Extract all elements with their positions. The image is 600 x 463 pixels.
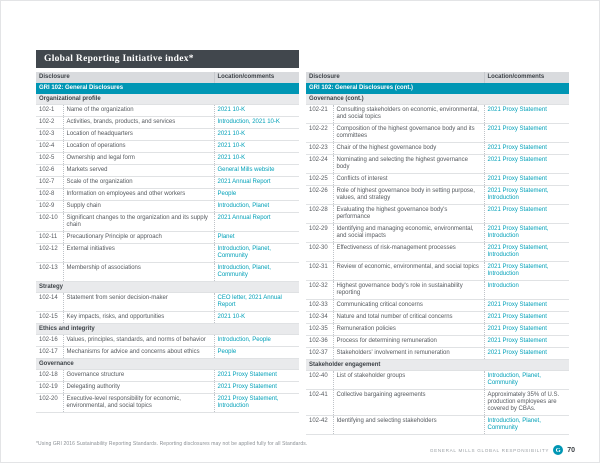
disclosure-title: Ownership and legal form [63,153,214,165]
column-header-location: Location/comments [484,72,569,83]
location-link[interactable]: 2021 10-K [217,131,246,137]
disclosure-row [306,124,569,143]
disclosure-id: 102-8 [36,189,63,201]
disclosure-id: 102-18 [36,370,63,382]
location-link[interactable]: 2021 Proxy Statement [487,207,547,213]
disclosure-id: 102-29 [306,224,333,243]
disclosure-id: 102-40 [306,371,333,390]
location-cell [214,244,299,263]
gri-tables-container [36,72,568,435]
disclosure-id: 102-22 [306,124,333,143]
disclosure-row [306,262,569,281]
disclosure-id: 102-24 [306,155,333,174]
disclosure-title: Evaluating the highest governance body's performance [333,205,484,224]
disclosure-title: List of stakeholder groups [333,371,484,390]
disclosure-row [306,205,569,224]
disclosure-id: 102-30 [306,243,333,262]
column-header-disclosure: Disclosure [36,72,214,83]
disclosure-row [36,263,299,282]
location-link[interactable]: 2021 10-K [217,143,246,149]
location-cell [214,263,299,282]
location-cell [484,348,569,360]
disclosure-title: Significant changes to the organization and its supply chain [63,213,214,232]
location-cell [214,129,299,141]
location-cell [214,335,299,347]
disclosure-id: 102-9 [36,201,63,213]
location-link[interactable]: General Mills website [217,167,275,173]
location-cell [214,394,299,413]
disclosure-title: Location of headquarters [63,129,214,141]
disclosure-id: 102-42 [306,416,333,435]
general-mills-logo-icon: G [553,445,563,455]
disclosure-row [36,232,299,244]
disclosure-row [36,165,299,177]
disclosure-id: 102-11 [36,232,63,244]
disclosure-row [36,201,299,213]
location-link[interactable]: 2021 Proxy Statement [487,126,547,132]
location-link[interactable]: 2021 Proxy Statement, Introduction [217,396,279,409]
disclosure-title: Nature and total number of critical concerns [333,312,484,324]
location-link[interactable]: Introduction, Planet [217,203,270,209]
location-link[interactable]: 2021 Proxy Statement, Introduction [487,245,549,258]
disclosure-title: Review of economic, environmental, and social topics [333,262,484,281]
disclosure-row [36,394,299,413]
disclosure-row [306,174,569,186]
disclosure-row [36,382,299,394]
group-header-row [36,94,299,105]
location-cell [214,105,299,117]
disclosure-id: 102-33 [306,300,333,312]
column-header-disclosure: Disclosure [306,72,484,83]
disclosure-row [306,390,569,416]
location-cell [214,347,299,359]
disclosure-id: 102-13 [36,263,63,282]
location-link[interactable]: Introduction, Planet, Community [487,418,541,431]
location-cell [214,370,299,382]
location-cell [214,141,299,153]
disclosure-row [306,300,569,312]
group-title: Organizational profile [36,94,299,105]
location-link[interactable]: Introduction, People [217,337,271,343]
location-cell [484,124,569,143]
gri-table-left [36,72,299,413]
disclosure-title: Scale of the organization [63,177,214,189]
page-footer [430,445,575,455]
disclosure-id: 102-16 [36,335,63,347]
disclosure-id: 102-34 [306,312,333,324]
gri-disclosure-table [306,72,569,435]
page-number: 70 [567,446,575,454]
disclosure-title: Values, principles, standards, and norms of behavior [63,335,214,347]
disclosure-id: 102-32 [306,281,333,300]
location-link[interactable]: 2021 Proxy Statement [487,302,547,308]
location-link[interactable]: 2021 Annual Report [217,179,271,185]
group-header-row [36,282,299,293]
disclosure-title: Membership of associations [63,263,214,282]
disclosure-row [36,153,299,165]
disclosure-id: 102-5 [36,153,63,165]
location-cell [214,165,299,177]
disclosure-title: Consulting stakeholders on economic, environmental, and social topics [333,105,484,124]
disclosure-title: Remuneration policies [333,324,484,336]
gri-section-title: GRI 102: General Disclosures (cont.) [306,83,569,94]
location-comment: Approximately 35% of U.S. production employees are covered by CBAs. [484,390,569,416]
location-cell [214,382,299,394]
location-link[interactable]: 2021 Proxy Statement [487,145,547,151]
disclosure-row [36,335,299,347]
location-cell [484,143,569,155]
page-title-bar [36,50,299,68]
disclosure-row [306,416,569,435]
location-link[interactable]: 2021 Proxy Statement [217,372,277,378]
disclosure-id: 102-21 [306,105,333,124]
disclosure-id: 102-25 [306,174,333,186]
location-cell [214,189,299,201]
location-link[interactable]: 2021 Proxy Statement [487,176,547,182]
disclosure-id: 102-41 [306,390,333,416]
location-cell [214,201,299,213]
disclosure-title: Activities, brands, products, and services [63,117,214,129]
disclosure-row [306,281,569,300]
location-cell [484,155,569,174]
location-cell [484,262,569,281]
disclosure-id: 102-23 [306,143,333,155]
location-link[interactable]: People [217,191,237,197]
disclosure-row [306,336,569,348]
page-title: Global Reporting Initiative index* [44,54,194,64]
disclosure-row [306,312,569,324]
disclosure-title: Identifying and selecting stakeholders [333,416,484,435]
group-header-row [306,94,569,105]
group-title: Governance (cont.) [306,94,569,105]
disclosure-title: Mechanisms for advice and concerns about ethics [63,347,214,359]
location-link[interactable]: CEO letter, 2021 Annual Report [217,295,282,308]
location-cell [214,153,299,165]
location-link[interactable]: Introduction, Planet, Community [217,246,271,259]
group-title: Stakeholder engagement [306,360,569,371]
disclosure-id: 102-10 [36,213,63,232]
location-cell [484,324,569,336]
location-link[interactable]: Introduction, 2021 10-K [217,119,280,125]
disclosure-title: Role of highest governance body in setting purpose, values, and strategy [333,186,484,205]
disclosure-id: 102-35 [306,324,333,336]
location-link[interactable]: 2021 Proxy Statement, Introduction [487,188,549,201]
column-header-row [36,72,299,83]
disclosure-title: Composition of the highest governance body and its committees [333,124,484,143]
location-link[interactable]: 2021 Proxy Statement, Introduction [487,264,549,277]
disclosure-title: Supply chain [63,201,214,213]
disclosure-title: Delegating authority [63,382,214,394]
location-link[interactable]: 2021 Proxy Statement [487,326,547,332]
disclosure-title: Communicating critical concerns [333,300,484,312]
location-link[interactable]: Introduction, Planet, Community [217,265,271,278]
disclosure-id: 102-15 [36,312,63,324]
footer-brand: GENERAL MILLS GLOBAL RESPONSIBILITY [429,447,550,453]
location-link[interactable]: Introduction [487,283,519,289]
disclosure-row [36,312,299,324]
disclosure-title: Chair of the highest governance body [333,143,484,155]
location-cell [484,300,569,312]
disclosure-id: 102-3 [36,129,63,141]
disclosure-row [36,105,299,117]
disclosure-id: 102-1 [36,105,63,117]
disclosure-row [306,143,569,155]
disclosure-id: 102-14 [36,293,63,312]
group-title: Ethics and integrity [36,324,299,335]
disclosure-title: Precautionary Principle or approach [63,232,214,244]
disclosure-row [36,141,299,153]
disclosure-id: 102-17 [36,347,63,359]
disclosure-id: 102-4 [36,141,63,153]
location-link[interactable]: 2021 Proxy Statement, Introduction [487,226,549,239]
location-link[interactable]: 2021 Proxy Statement [487,314,547,320]
location-link[interactable]: 2021 Proxy Statement [487,157,547,163]
location-link[interactable]: Planet [217,234,235,240]
location-cell [214,232,299,244]
gri-table-right [306,72,569,435]
location-cell [484,174,569,186]
disclosure-title: Governance structure [63,370,214,382]
group-title: Governance [36,359,299,370]
disclosure-title: Collective bargaining agreements [333,390,484,416]
location-cell [484,224,569,243]
location-cell [484,371,569,390]
disclosure-id: 102-37 [306,348,333,360]
location-cell [214,293,299,312]
disclosure-title: Effectiveness of risk-management processes [333,243,484,262]
disclosure-id: 102-12 [36,244,63,263]
location-cell [214,213,299,232]
location-link[interactable]: 2021 10-K [217,314,246,320]
location-cell [214,117,299,129]
disclosure-title: Process for determining remuneration [333,336,484,348]
disclosure-title: Conflicts of interest [333,174,484,186]
location-cell [484,243,569,262]
disclosure-row [36,293,299,312]
disclosure-title: Identifying and managing economic, environmental, and social impacts [333,224,484,243]
location-cell [484,416,569,435]
disclosure-title: Key impacts, risks, and opportunities [63,312,214,324]
footnote: *Using GRI 2016 Sustainability Reporting Standards. Reporting disclosures may not be applied fully for all Standards. [36,441,308,447]
gri-section-title: GRI 102: General Disclosures [36,83,299,94]
column-header-location: Location/comments [214,72,299,83]
location-cell [484,186,569,205]
location-cell [484,205,569,224]
disclosure-id: 102-26 [306,186,333,205]
location-link[interactable]: 2021 Proxy Statement [487,107,547,113]
location-link[interactable]: 2021 Proxy Statement [487,350,547,356]
disclosure-title: External initiatives [63,244,214,263]
column-header-row [306,72,569,83]
disclosure-title: Executive-level responsibility for economic, environmental, and social topics [63,394,214,413]
disclosure-row [306,224,569,243]
disclosure-row [306,105,569,124]
location-link[interactable]: 2021 10-K [217,155,246,161]
disclosure-id: 102-7 [36,177,63,189]
disclosure-row [36,189,299,201]
disclosure-title: Statement from senior decision-maker [63,293,214,312]
location-link[interactable]: Introduction, Planet, Community [487,373,541,386]
group-title: Strategy [36,282,299,293]
gri-section-header [36,83,299,94]
disclosure-row [306,186,569,205]
disclosure-id: 102-2 [36,117,63,129]
disclosure-row [306,155,569,174]
disclosure-title: Information on employees and other workers [63,189,214,201]
location-cell [484,312,569,324]
disclosure-id: 102-36 [306,336,333,348]
group-header-row [36,359,299,370]
disclosure-row [306,324,569,336]
group-header-row [306,360,569,371]
disclosure-row [36,347,299,359]
disclosure-row [306,243,569,262]
disclosure-row [36,244,299,263]
location-link[interactable]: 2021 Proxy Statement [217,384,277,390]
disclosure-row [306,348,569,360]
group-header-row [36,324,299,335]
disclosure-title: Markets served [63,165,214,177]
disclosure-title: Location of operations [63,141,214,153]
location-cell [214,177,299,189]
disclosure-row [36,370,299,382]
disclosure-title: Nominating and selecting the highest governance body [333,155,484,174]
location-link[interactable]: 2021 10-K [217,107,246,113]
disclosure-id: 102-19 [36,382,63,394]
location-link[interactable]: People [217,349,237,355]
location-cell [484,281,569,300]
gri-disclosure-table [36,72,299,413]
location-cell [484,105,569,124]
disclosure-id: 102-31 [306,262,333,281]
gri-section-header [306,83,569,94]
disclosure-id: 102-20 [36,394,63,413]
disclosure-row [306,371,569,390]
disclosure-title: Stakeholders' involvement in remuneration [333,348,484,360]
location-link[interactable]: 2021 Annual Report [217,215,271,221]
disclosure-row [36,177,299,189]
disclosure-title: Highest governance body's role in sustainability reporting [333,281,484,300]
disclosure-row [36,117,299,129]
location-link[interactable]: 2021 Proxy Statement [487,338,547,344]
disclosure-id: 102-6 [36,165,63,177]
disclosure-id: 102-28 [306,205,333,224]
disclosure-row [36,213,299,232]
disclosure-row [36,129,299,141]
location-cell [214,312,299,324]
disclosure-title: Name of the organization [63,105,214,117]
location-cell [484,336,569,348]
